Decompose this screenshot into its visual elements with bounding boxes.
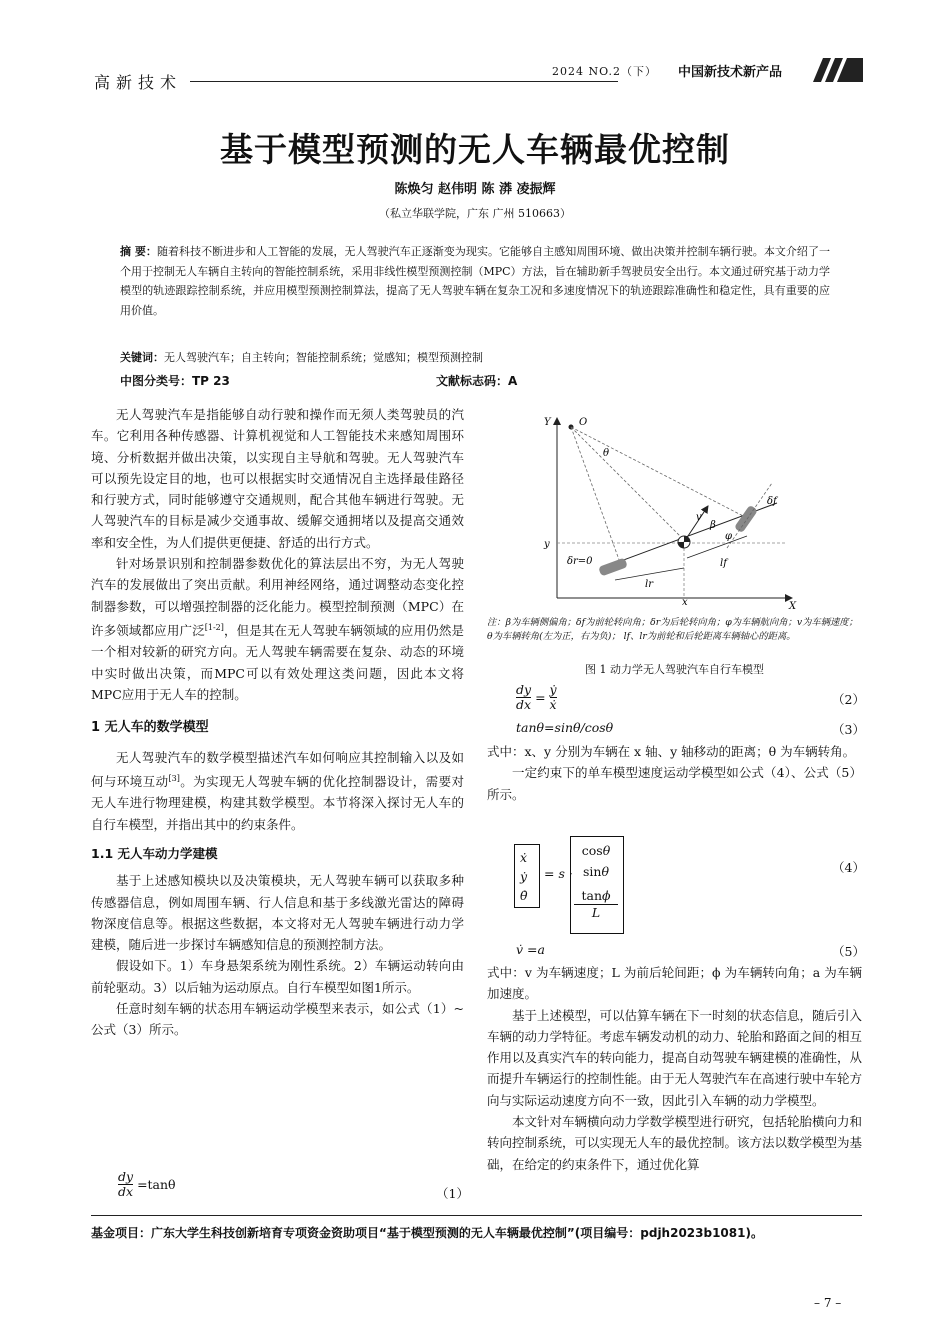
header-rule <box>190 81 618 82</box>
footnote-rule <box>91 1215 862 1216</box>
label-theta: θ <box>603 448 610 459</box>
paragraph: 式中：x、y 分别为车辆在 x 轴、y 轴移动的距离；θ 为车辆转角。 <box>487 744 856 759</box>
equation-number: （1） <box>436 1186 469 1201</box>
label-lr: lr <box>645 579 653 590</box>
equation-number: （3） <box>832 722 865 737</box>
axis-label-X: X <box>789 601 797 612</box>
label-O: O <box>579 417 588 428</box>
figure-caption: 图 1 动力学无人驾驶汽车自行车模型 <box>585 663 764 676</box>
article-title: 基于模型预测的无人车辆最优控制 <box>220 130 730 169</box>
section-heading: 1 无人车的数学模型 <box>91 720 209 736</box>
bicycle-model-figure <box>487 408 862 613</box>
issue-number: 2024 NO.2（下） <box>552 65 657 78</box>
radius-front-line <box>571 427 747 518</box>
journal-logo-icon <box>813 58 863 82</box>
funding-note: 基金项目：广东大学生科技创新培育专项资金资助项目“基于模型预测的无人车辆最优控制”(项目编号：pdjh2023b1081)。 <box>91 1226 763 1240</box>
journal-name: 中国新技术新产品 <box>678 65 783 80</box>
paragraph: 无人驾驶汽车是指能够自动行驶和操作而无须人类驾驶员的汽车。它利用各种传感器、计算机视觉和人工智能技术来感知周围环境、分析数据并做出决策，以实现自主导航和驾驶。无人驾驶汽车可以预先设定目的地，也可以根据实时交通情况自主选择最佳路径和行驶方式，同时能够遵守交通规则，配合其他车辆进行驾驶。无人驾驶汽车的目标是减少交通事故、缓解交通拥堵以及提高交通效率和安全性，为人们提供更便捷、舒适的出行方式。 <box>91 407 464 550</box>
section-label: 高新技术 <box>94 73 183 92</box>
paragraph: 一定约束下的单车模型速度运动学模型如公式（4）、公式（5）所示。 <box>487 765 862 802</box>
axis-label-Y: Y <box>544 417 551 428</box>
label-y: y <box>544 539 550 550</box>
paragraph: 本文针对车辆横向动力学数学模型进行研究，包括轮胎横向力和转向控制系统，可以实现无人车的最优控制。该方法以数学模型为基础，在给定的约束条件下，通过优化算 <box>487 1114 863 1172</box>
equation-number: （2） <box>832 692 865 707</box>
document-code: 文献标志码：A <box>436 374 518 388</box>
radius-center-line <box>571 427 687 543</box>
affiliation: （私立华联学院，广东 广州 510663） <box>379 207 571 220</box>
radius-rear-line <box>571 427 622 568</box>
abstract-text: 随着科技不断进步和人工智能的发展，无人驾驶汽车正逐渐变为现实。它能够自主感知周围环境、做出决策并控制车辆行驶。本文介绍了一个用于控制无人车辆自主转向的智能控制系统，采用非线性模型预测控制（MPC）方法，旨在辅助新手驾驶员安全出行。本文通过研究基于动力学模型的轨迹跟踪控制系统，并应用模型预测控制算法，提高了无人驾驶车辆在复杂工况和多速度情况下的轨迹跟踪准确性和稳定性，具有重要的应用价值。 <box>120 245 830 317</box>
label-lf: lf <box>720 558 727 569</box>
rear-wheel <box>598 558 628 577</box>
label-x: x <box>682 597 688 608</box>
keywords <box>120 349 830 365</box>
column-right-b <box>487 962 862 1175</box>
paragraph: 基于上述模型，可以估算车辆在下一时刻的状态信息，随后引入车辆的动力学特征。考虑车辆发动机的动力、轮胎和路面之间的相互作用以及真实汽车的转向能力，提高自动驾驶车辆建模的准确性，从而提升车辆运行的控制性能。由于无人驾驶汽车在高速行驶中车轮方向与实际运动速度方向不一致，因此引入车辆的动力学模型。 <box>487 1007 863 1108</box>
paragraph: 任意时刻车辆的状态用车辆运动学模型来表示，如公式（1）~公式（3）所示。 <box>91 1001 464 1038</box>
authors: 陈焕匀 赵伟明 陈 漭 凌振辉 <box>394 182 556 197</box>
equation-3: tanθ=sinθ/cosθ <box>516 720 614 735</box>
label-delta-f: δf <box>767 496 777 507</box>
equation-number: （5） <box>832 944 865 959</box>
paragraph: 针对场景识别和控制器参数优化的算法层出不穷，为无人驾驶汽车的发展做出了突出贡献。利用神经网络，通过调整动态变化控制器参数，可以增强控制器的泛化能力。模型控制预测（MPC）在许多领域都应用广泛[1-2]，但是其在无人驾驶车辆领域的应用仍然是一个相对较新的研究方向。无人驾驶车辆需要在复杂、动态的环境中实时做出决策，而MPC可以有效处理这类问题，因此本文将MPC应用于无人车的控制。 <box>91 556 464 703</box>
paragraph: 基于上述感知模块以及决策模块，无人驾驶车辆可以获取多种传感器信息，例如周围车辆、行人信息和基于多线激光雷达的障碍物深度信息等。根据这些数据，本文将对无人驾驶车辆进行动力学建模，随后进一步探讨车辆感知信息的预测控制方法。 <box>91 873 464 953</box>
paragraph: 无人驾驶汽车的数学模型描述汽车如何响应其控制输入以及如何与环境互动[3]。为实现无人驾驶车辆的优化控制器设计，需要对无人车进行物理建模，构建其数学模型。本节将深入探讨无人车的自行车模型，并指出其中的约束条件。 <box>91 749 464 832</box>
figure-note: 注：β为车辆侧偏角；δf为前轮转向角；δr为后轮转向角；φ为车辆航向角；v为车辆速度；θ为车辆转角(左为正，右为负)； lf、lr为前轮和后轮距离车辆轴心的距离。 <box>487 617 858 642</box>
column-right-a <box>487 741 862 805</box>
label-beta: β <box>710 520 716 531</box>
clc-number: 中图分类号：TP 23 <box>120 374 230 388</box>
paragraph: 式中：v 为车辆速度；L 为前后轮间距；ϕ 为车辆转向角；a 为车辆加速度。 <box>487 965 862 1002</box>
label-delta-r: δr=0 <box>567 556 593 567</box>
page-number: – 7 – <box>814 1296 842 1310</box>
keywords-label: 关键词： <box>120 351 164 364</box>
equation-number: （4） <box>832 860 865 875</box>
equation-4: ẋ ẏ θ̇ = s · cosθ sinθ tanϕ L <box>514 836 814 932</box>
equation-2: $\frac{dy}{dx}$ = $\frac{\text{ẏ}}{\text{ẋ}}$ <box>516 682 557 712</box>
label-phi: φ <box>725 531 733 542</box>
abstract-label: 摘 要： <box>120 245 157 258</box>
keywords-text: 无人驾驶汽车；自主转向；智能控制系统；觉感知；模型预测控制 <box>164 351 483 364</box>
citation: [1-2] <box>204 622 224 632</box>
equation-5: v̇ =a <box>516 942 545 957</box>
column-left <box>91 404 464 1041</box>
equation-1: $\frac{dy}{dx}$ =tanθ <box>118 1169 176 1199</box>
abstract <box>120 242 830 320</box>
subsection-heading: 1.1 无人车动力学建模 <box>91 845 218 861</box>
paragraph: 假设如下。1）车身悬架系统为刚性系统。2）车辆运动转向由前轮驱动。3）以后轴为运动原点。自行车模型如图1所示。 <box>91 958 464 995</box>
lf-dimension <box>687 536 747 558</box>
citation: [3] <box>168 773 180 783</box>
label-v: v <box>696 512 702 523</box>
